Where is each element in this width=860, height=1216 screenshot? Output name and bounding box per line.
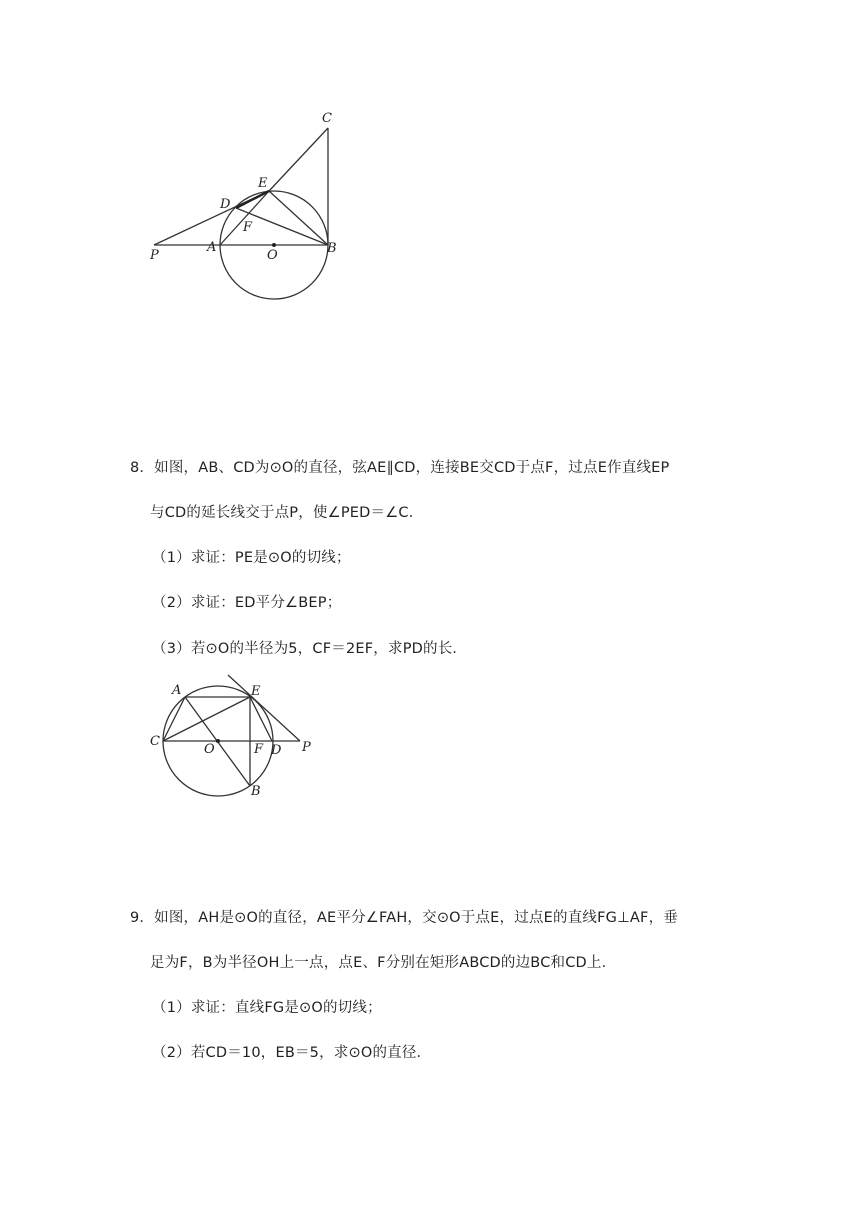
fig2-label-p: P (302, 740, 311, 755)
fig2-label-b: B (251, 784, 261, 799)
fig2-center-dot (216, 739, 220, 743)
fig2-label-o: O (204, 742, 215, 757)
problem-9-line-2: 足为F，B为半径OH上一点，点E、F分别在矩形ABCD的边BC和CD上． (150, 955, 617, 971)
figure-1-diagram (140, 100, 360, 310)
fig1-chord-de (236, 191, 269, 208)
fig1-label-c: C (322, 111, 332, 126)
fig1-center-dot (272, 243, 276, 247)
fig1-line-eb (269, 191, 328, 245)
figure-2-diagram (140, 670, 330, 805)
fig2-label-e: E (251, 684, 261, 699)
fig1-label-a: A (207, 240, 217, 255)
fig2-label-a: A (172, 683, 182, 698)
fig1-label-p: P (150, 248, 159, 263)
problem-9-question-2: （2）若CD＝10，EB＝5，求⊙O的直径． (152, 1045, 432, 1061)
problem-8-question-3: （3）若⊙O的半径为5，CF＝2EF，求PD的长． (152, 641, 468, 657)
fig1-label-d: D (220, 197, 231, 212)
problem-9-line-1: 9．如图，AH是⊙O的直径，AE平分∠FAH，交⊙O于点E，过点E的直线FG⊥AF，垂 (130, 910, 678, 926)
fig2-label-c: C (150, 734, 160, 749)
fig2-line-tangent-ep (228, 675, 300, 741)
problem-9-question-1: （1）求证：直线FG是⊙O的切线； (152, 1000, 382, 1016)
fig2-label-f: F (254, 742, 264, 757)
problem-8-line-2: 与CD的延长线交于点P，使∠PED＝∠C． (150, 505, 424, 521)
problem-8-question-1: （1）求证：PE是⊙O的切线； (152, 550, 351, 566)
fig2-line-ac (163, 697, 185, 741)
problem-8-question-2: （2）求证：ED平分∠BEP； (152, 595, 342, 611)
fig1-label-o: O (267, 248, 278, 263)
fig1-label-b: B (327, 241, 337, 256)
fig2-line-ce (163, 697, 250, 741)
fig1-label-f: F (243, 220, 253, 235)
fig1-line-ce (269, 128, 328, 191)
fig1-label-e: E (258, 176, 268, 191)
problem-8-line-1: 8．如图，AB、CD为⊙O的直径，弦AE∥CD，连接BE交CD于点F，过点E作直线EP (130, 460, 670, 476)
fig2-label-d: D (271, 743, 282, 758)
